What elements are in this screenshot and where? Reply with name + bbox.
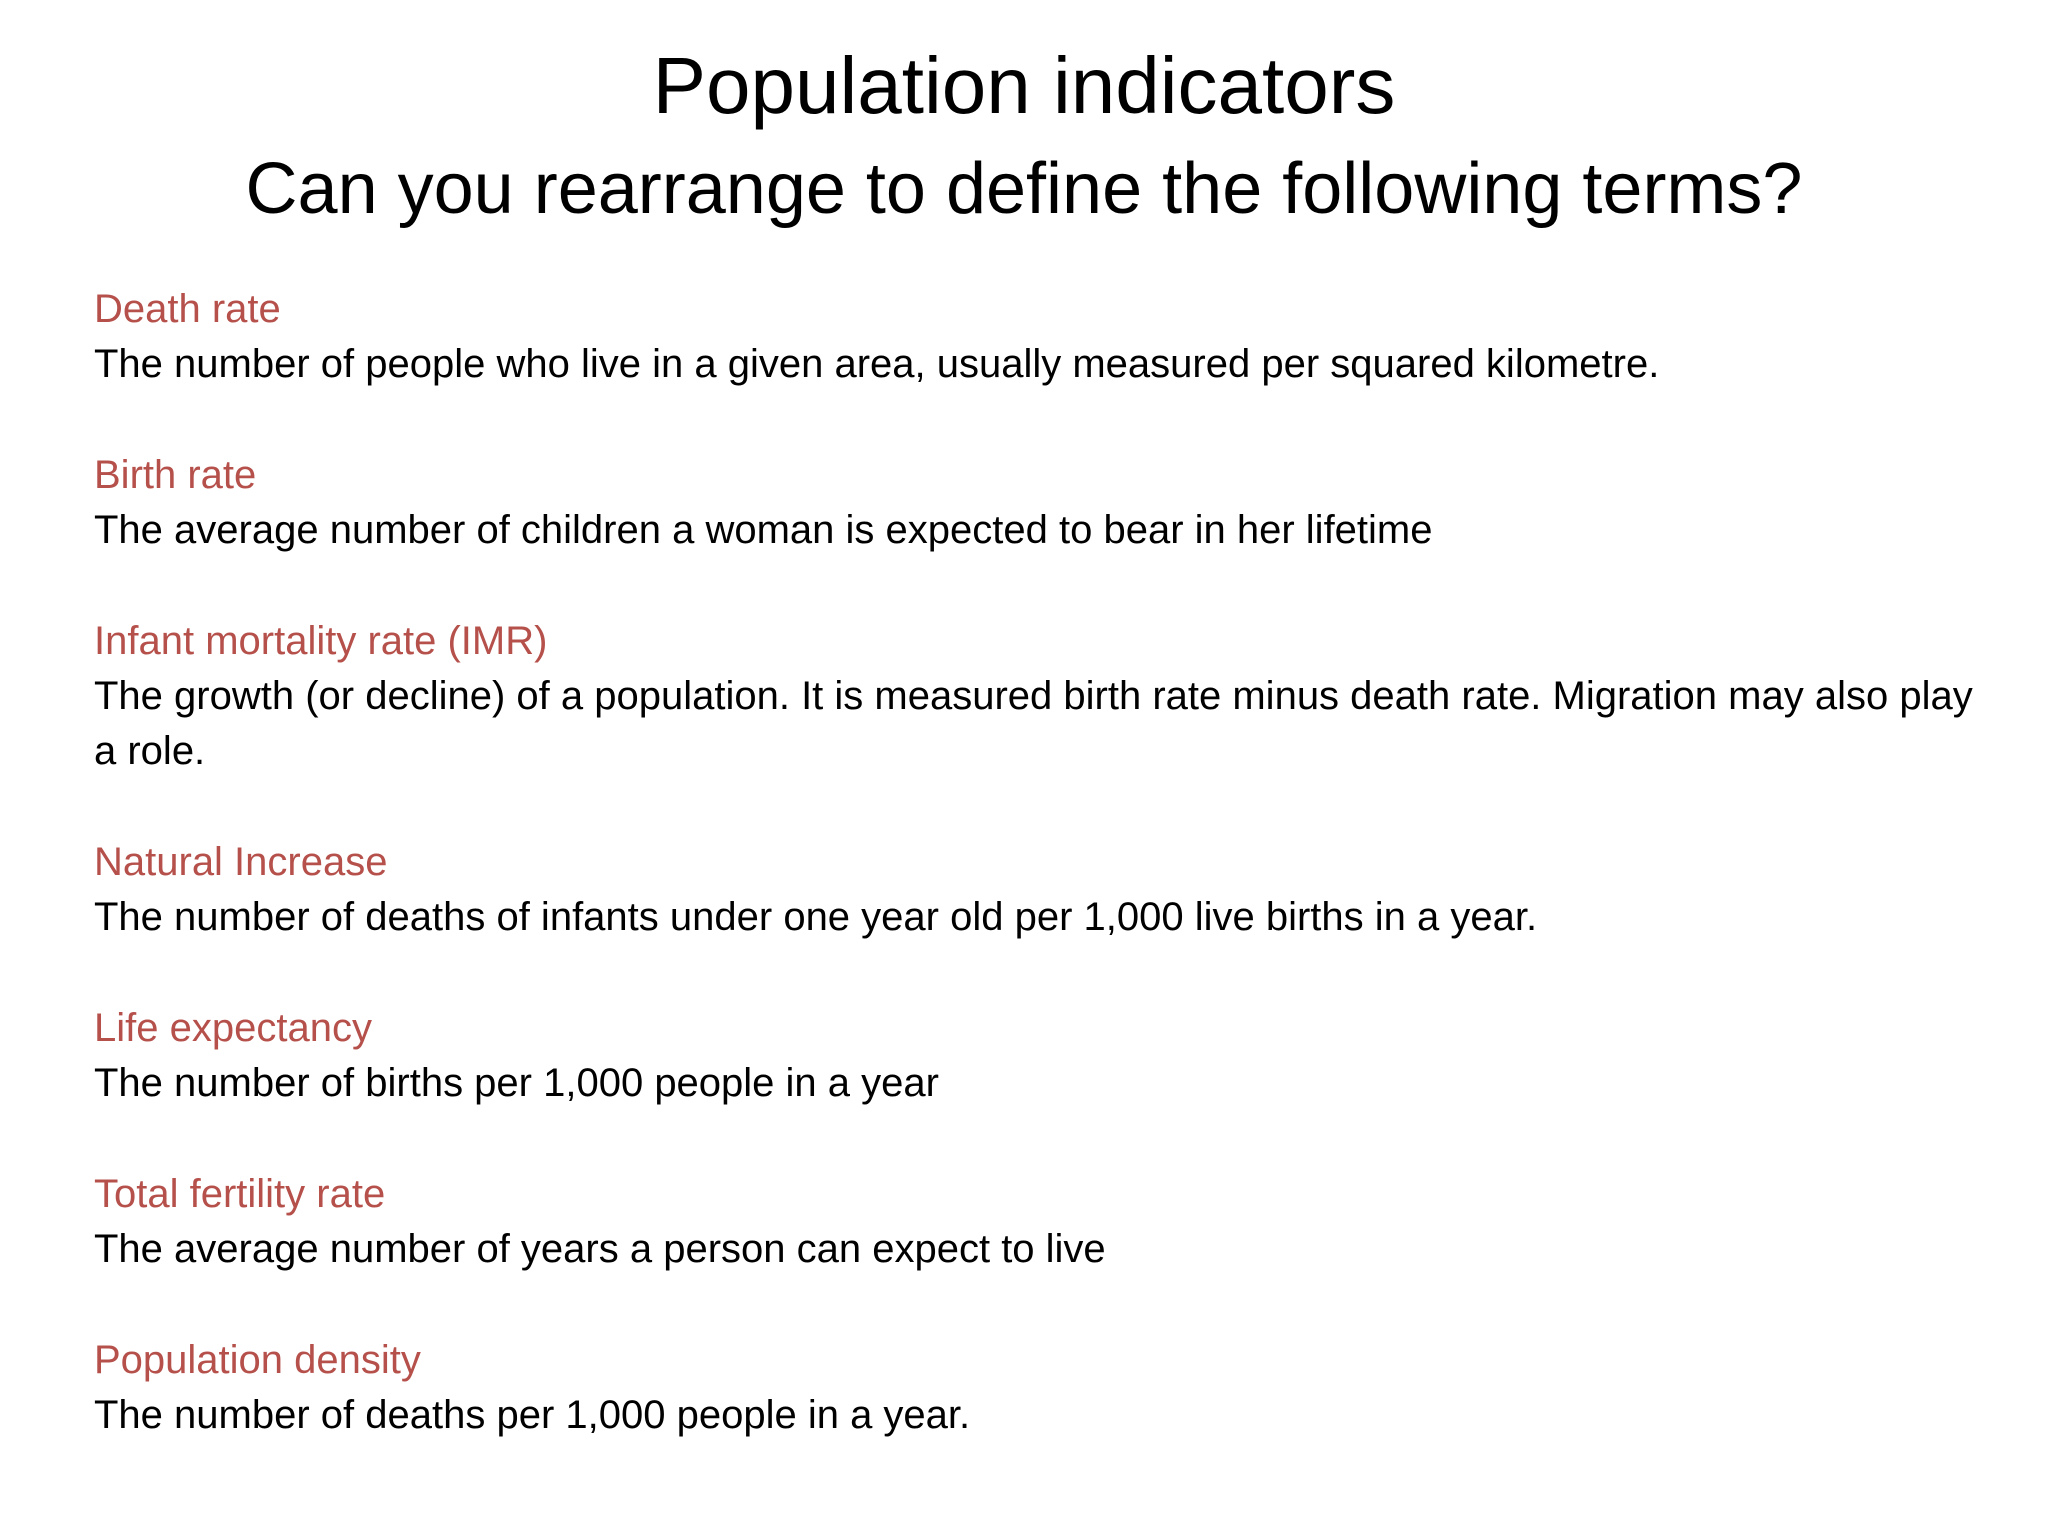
term-name: Natural Increase	[94, 840, 388, 884]
term-definition: The average number of years a person can expect to live	[94, 1227, 1106, 1271]
term-block	[94, 448, 1974, 558]
term-block	[94, 1167, 1974, 1277]
term-block	[94, 835, 1974, 945]
term-name: Population density	[94, 1338, 421, 1382]
term-definition: The number of births per 1,000 people in a year	[94, 1061, 939, 1105]
term-name: Infant mortality rate (IMR)	[94, 619, 548, 663]
term-block	[94, 1001, 1974, 1111]
term-name: Total fertility rate	[94, 1172, 386, 1216]
term-name: Birth rate	[94, 453, 257, 497]
term-block	[94, 1333, 1974, 1443]
term-definition: The number of people who live in a given area, usually measured per squared kilometre.	[94, 342, 1660, 386]
term-definition: The average number of children a woman is expected to bear in her lifetime	[94, 508, 1433, 552]
slide-subtitle: Can you rearrange to define the following terms?	[245, 149, 1803, 229]
term-definition: The number of deaths of infants under one year old per 1,000 live births in a year.	[94, 895, 1538, 939]
term-block	[94, 282, 1974, 392]
term-definition: The number of deaths per 1,000 people in a year.	[94, 1393, 971, 1437]
slide-title: Population indicators	[652, 41, 1396, 130]
term-name: Life expectancy	[94, 1006, 372, 1050]
terms-list	[94, 282, 1974, 1443]
term-block	[94, 614, 1974, 779]
term-definition: The growth (or decline) of a population. It is measured birth rate minus death rate. Migration may also play a role.	[94, 674, 1973, 773]
term-name: Death rate	[94, 287, 281, 331]
